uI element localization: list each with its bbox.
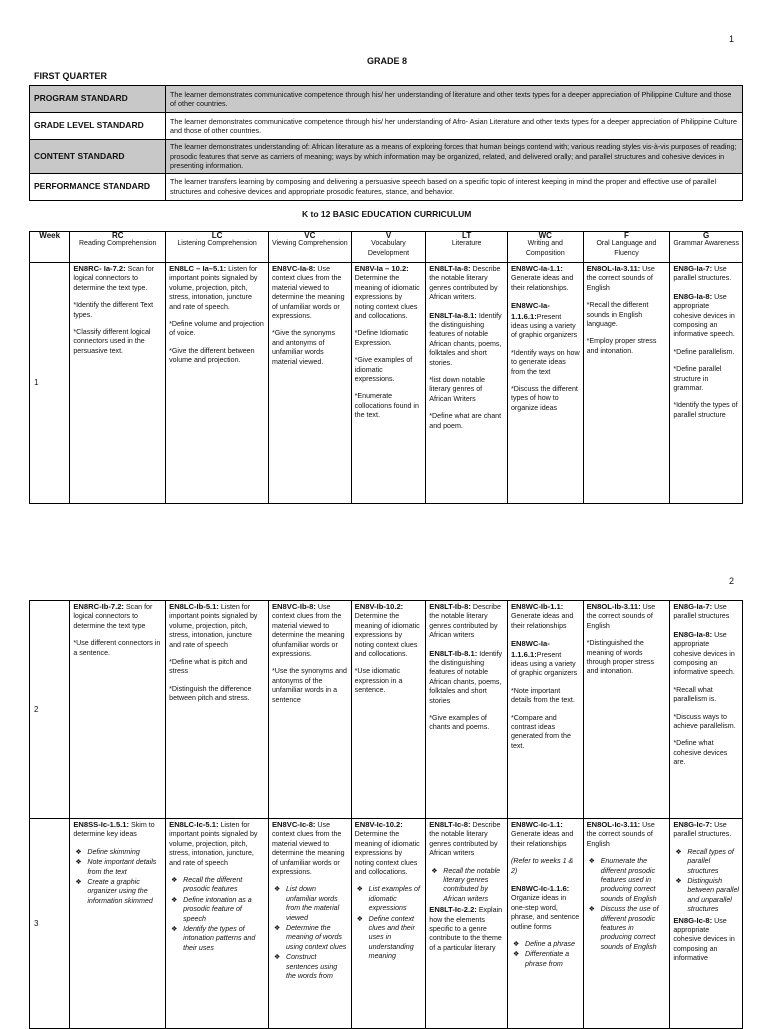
competency-entry [73,264,162,293]
lc-cell [166,263,269,504]
col-header: G Grammar Awareness [670,232,743,263]
week-row [30,263,743,504]
col-header: WC Writing and Composition [507,232,583,263]
grade-title: GRADE 8 [367,56,408,66]
competency-code: EN8G-Ia-8: [673,629,713,639]
competency-entry [587,337,667,356]
competency-code: EN8RC-Ib-7.2: [73,602,124,611]
bullet-item: ❖ Define context clues and their uses in understanding meaning [369,915,423,962]
bullet-item: ❖ Recall the notable literary genres contributed by African writers [443,867,504,905]
standard-text: The learner demonstrates communicative competence through his/ her understanding of literature and other texts types for a deeper appreciation of Philippine Culture and those of other countries. [166,86,743,113]
competency-entry [355,667,423,695]
standards-table [29,85,743,201]
standard-label: GRADE LEVEL STANDARD [30,113,166,140]
competency-code: EN8V-Ia – 10.2: [354,264,409,273]
vc-cell [268,601,351,819]
competency-text: *Distinguished the meaning of words through proper stress and intonation. [586,639,655,676]
v-cell [351,819,426,1029]
col-header: F Oral Language and Fluency [583,232,670,263]
competency-entry [511,820,580,849]
competency-code: EN8WC-Ia-1.1.6.1: [510,639,550,659]
competency-text: Listen for important points signaled by volume, projection, pitch, stress, intonation, juncture and rate of speech [169,603,258,649]
competency-text: *list down notable literary genres of African Writers [429,376,485,403]
competency-text: Skim to determine key ideas [73,821,155,839]
competency-text: Determine the meaning of idiomatic expressions by noting context clues and collocations. [354,612,420,659]
bullet-item: ❖ Recall the different prosodic features [183,876,265,895]
bullet-item: ❖ Enumerate the different prosodic features used in producing correct sounds of English [601,857,667,904]
bullet-item: ❖ Define a phrase [525,940,580,949]
competency-entry [673,630,739,678]
wc-cell [507,263,583,504]
bullet-item: ❖ Determine the meaning of words using context clues [286,924,348,952]
g-cell [670,263,743,504]
vc-cell [268,263,351,504]
competency-entry [272,264,348,321]
competency-text: Use parallel structures. [673,821,732,839]
competency-entry [169,685,265,704]
competency-code: EN8RC- Ia-7.2: [73,264,126,273]
competency-text: Determine the meaning of idiomatic expressions by noting context clues and collocations. [354,274,420,321]
competency-entry [429,820,504,859]
competency-text: Identify the distinguishing features of notable African chants, poems, folktales and short stories. [429,311,502,367]
competency-text: *Identify ways on how to generate ideas from the text [510,348,580,376]
competency-entry [429,412,504,431]
competency-text: Use the correct sounds of English [586,265,655,292]
lt-cell [426,263,508,504]
bullet-item: ❖ Identify the types of intonation patterns and their uses [183,925,265,953]
competency-text: *Identify the types of parallel structure [673,401,738,419]
bullet-item: ❖ Distinguish between parallel and unparallel structures [687,877,739,915]
competency-entry [511,264,580,293]
rc-cell [70,263,166,504]
week-number: 2 [30,601,70,819]
competency-entry [73,820,162,840]
competency-entry [673,292,739,340]
competency-text: Describe the notable literary genres contributed by African writers [429,821,501,858]
g-cell [670,819,743,1029]
bullet-item: ❖ Differentiate a phrase from [525,950,580,969]
competency-text: Present ideas using a variety of graphic organizers [510,312,578,340]
col-header: RC Reading Comprehension [70,232,166,263]
competency-entry [73,328,162,356]
competency-text: Use the correct sounds of English [586,603,656,630]
competency-code: EN8LC-Ic-5.1: [169,820,219,829]
competency-code: EN8OL-Ic-3.11: [586,820,641,829]
bullet-item: ❖ Recall types of parallel structures [687,848,739,876]
competency-code: EN8V-Ic-10.2: [354,820,403,829]
standard-row [30,113,743,140]
competency-code: EN8LT-Ic-8: [429,820,471,829]
competency-text: Determine the meaning of idiomatic expressions by noting context clues and collocations. [354,830,420,877]
standard-label: PROGRAM STANDARD [30,86,166,113]
competency-entry [169,820,265,868]
competency-entry [169,264,265,312]
competency-note: (Refer to weeks 1 & 2) [510,857,574,875]
competency-text: Listen for important points signaled by volume, projection, pitch, stress, intonation, juncture, and rate of speech [169,821,258,867]
competency-text: *Use the synonyms and antonyms of the unfamiliar words in a sentence [271,667,347,704]
competency-code: EN8OL-Ia-3.11: [586,264,641,273]
competency-entry [272,329,348,367]
standard-text: The learner demonstrates understanding of: African literature as a means of exploring forces that human beings contend with; various reading styles vis-à-vis purposes of reading; prosodic features that serve as carriers of meaning; ways by which information may be organized, related, and delivered orally; and parallel structures and cohesive devices in presenting information. [166,140,743,174]
competency-text: *Define parallelism. [673,347,735,356]
competency-text: Present ideas using a variety of graphic organizers [510,650,578,678]
competency-entry [673,602,739,622]
competency-text: Use appropriate cohesive devices in composing an informative speech. [673,292,735,339]
competency-text: *Employ proper stress and intonation. [586,337,657,355]
competency-code: EN8WC-Ic-1.1: [510,820,563,829]
competency-entry [169,320,265,339]
competency-entry [429,264,504,303]
competency-entry [429,602,504,641]
competency-code: EN8G-Ic-7: [673,820,713,829]
f-cell [583,601,670,819]
competency-text: *Define Idiomatic Expression. [354,329,409,347]
bullet-item: ❖ Define skimming [87,848,162,857]
competency-text: *Give examples of chants and poems. [429,714,490,732]
competency-entry [587,301,667,329]
competency-code: EN8SS-Ic-1.5.1: [73,820,130,829]
competency-text: *Define parallel structure in grammar. [673,365,722,393]
competency-code: EN8VC-Ia-8: [271,264,316,273]
competency-text: Organize ideas in one-step word, phrase, and sentence outline forms [510,894,580,931]
competency-code: EN8WC-Ib-1.1: [510,602,564,611]
competency-text: *Define what is pitch and stress [169,658,248,676]
competency-code: EN8VC-Ic-8: [271,820,316,829]
competency-entry [429,649,504,706]
competency-text: *Recall the different sounds in English language. [586,301,649,329]
competency-entry [673,739,739,767]
competency-entry [272,820,348,877]
bullet-list [169,876,265,953]
competency-text: Generate ideas and their relationships [510,612,574,630]
bullet-list [429,867,504,905]
competency-code: EN8WC-Ia-1.1.6.1: [510,301,550,321]
rc-cell [70,601,166,819]
bullet-list [673,848,739,915]
competency-code: EN8V-Ib-10.2: [354,602,404,611]
competency-text: *Give examples of idiomatic expressions. [354,356,413,384]
competency-entry [169,347,265,366]
v-cell [351,263,426,504]
competency-entry [587,264,667,293]
header-row [30,232,743,263]
competency-entry [272,667,348,705]
standard-row [30,86,743,113]
competency-text: *Recall what parallelism is. [673,685,717,704]
bullet-list [272,885,348,981]
standard-label: PERFORMANCE STANDARD [30,173,166,200]
bullet-item: ❖ Note important details from the text [87,858,162,877]
competency-entry [673,365,739,393]
competency-code: EN8G-Ia-7: [673,264,713,273]
competency-text: Scan for logical connectors to determine the text type [73,603,153,630]
col-header: V Vocabulary Development [351,232,426,263]
competency-text: *Use idiomatic expression in a sentence. [354,667,403,695]
competency-entry [355,820,423,877]
week-number: 1 [30,263,70,504]
week-number: 3 [30,819,70,1029]
competency-entry [73,301,162,320]
competency-code: EN8LT-Ic-2.2: [429,905,477,915]
bullet-item: ❖ Define intonation as a prosodic feature of speech [183,896,265,924]
competency-code: EN8G-Ia-8: [673,291,713,301]
competency-code: EN8LT-Ia-8.1: [429,310,477,320]
bullet-list [587,857,667,952]
competency-entry [673,686,739,705]
g-cell [670,601,743,819]
competency-entry [355,329,423,348]
bullet-item: ❖ List down unfamiliar words from the material viewed [286,885,348,923]
competency-text: Use the correct sounds of English [586,821,655,848]
competency-code: EN8WC-Ic-1.1.6: [510,884,570,894]
competency-entry [587,639,667,677]
competency-entry [511,301,580,341]
standard-row [30,173,743,200]
competency-entry [673,820,739,840]
competency-code: EN8WC-Ia-1.1: [510,264,563,273]
standard-label: CONTENT STANDARD [30,140,166,174]
v-cell [351,601,426,819]
lc-cell [166,601,269,819]
bullet-item: ❖ Discuss the use of different prosodic features in producing correct sounds of English [601,905,667,952]
competency-entry [673,348,739,357]
competency-entry [429,311,504,368]
col-header: VC Viewing Comprehension [268,232,351,263]
competency-text: Use parallel structures [673,603,730,621]
competency-code: EN8LT-Ia-8: [429,264,471,273]
competency-entry [511,602,580,631]
competency-entry [511,884,580,932]
competency-entry [673,264,739,284]
competency-text: Describe the notable literary genres contributed by African writers. [429,265,501,302]
wc-cell [507,819,583,1029]
competency-entry [511,639,580,679]
lt-cell [426,819,508,1029]
competency-entry [272,602,348,659]
competency-entry [511,687,580,706]
week-row [30,601,743,819]
competency-text: Scan for logical connectors to determine the text type. [73,265,155,292]
competency-text: *Define volume and projection of voice. [169,320,264,338]
competency-entry [355,264,423,321]
competency-code: EN8G-Ia-7: [673,602,713,611]
competency-text: *Distinguish the difference between pitch and stress. [169,684,252,703]
bullet-list [511,940,580,969]
quarter-title: FIRST QUARTER [34,71,107,81]
competency-entry [355,392,423,420]
competency-entry [673,401,739,420]
standard-row [30,140,743,174]
competency-text: *Give the different between volume and projection. [169,346,255,365]
vc-cell [268,819,351,1029]
col-header: LC Listening Comprehension [166,232,269,263]
competency-text: Use appropriate cohesive devices in composing an informative speech. [673,630,735,677]
competency-text: *Define what are chant and poem. [429,412,502,430]
competency-entry [429,376,504,404]
competency-entry [587,602,667,631]
competency-code: EN8G-Ic-8: [673,915,713,925]
col-header: Week [30,232,70,263]
f-cell [583,263,670,504]
bullet-list [355,885,423,961]
competency-text: *Discuss the different types of how to organize ideas [510,385,578,412]
rc-cell [70,819,166,1029]
f-cell [583,819,670,1029]
competency-text: *Use different connectors in a sentence. [73,639,161,657]
competency-code: EN8OL-Ib-3.11: [586,602,641,611]
week-row [30,819,743,1029]
competency-entry [73,602,162,631]
standard-text: The learner transfers learning by composing and delivering a persuasive speech based on a specific topic of interest keeping in mind the proper and effective use of parallel structures and cohesive devices and appropriate prosodic features, stance, and behavior. [166,173,743,200]
competency-text: *Compare and contrast ideas generated from the text. [510,713,571,750]
competency-entry [587,820,667,849]
competency-code: EN8LT-Ib-8.1: [429,648,478,658]
competency-entry [511,385,580,413]
competency-text: Use appropriate cohesive devices in composing an informative [673,916,735,963]
competency-code: EN8LC – Ia–5.1: [169,264,227,273]
competency-entry [673,916,739,964]
competency-entry [73,639,162,658]
curriculum-table-page2 [29,600,743,1029]
bullet-list [73,848,162,906]
competency-entry [511,714,580,752]
competency-text: Identify the distinguishing features of notable African chants, poems, folktales and short stories [429,649,503,705]
competency-entry [511,857,580,876]
bullet-item: ❖ Construct sentences using the words from [286,953,348,981]
competency-text: Explain how the elements specific to a genre contribute to the theme of a particular literary [429,906,503,952]
competency-text: Use parallel structures. [673,265,732,283]
page-number: 2 [729,576,735,586]
competency-text: *Identify the different Text types. [73,301,154,319]
wc-cell [507,601,583,819]
competency-code: EN8VC-Ib-8: [271,602,316,611]
competency-text: Use context clues from the material viewed to determine the meaning of unfamiliar words or expressions. [271,821,345,877]
col-header: LT Literature [426,232,508,263]
competency-entry [511,349,580,377]
bullet-item: ❖ List examples of idiomatic expressions [369,885,423,913]
competency-entry [169,602,265,650]
competency-text: Generate ideas and their relationships [510,830,574,848]
lt-cell [426,601,508,819]
competency-text: *Give the synonyms and antonyms of unfamiliar words material viewed. [271,329,336,366]
competency-entry [673,713,739,732]
page-number: 1 [729,34,735,44]
bullet-item: ❖ Create a graphic organizer using the information skimmed [87,878,162,906]
competency-text: Listen for important points signaled by volume, projection, pitch, stress, intonation, juncture and rate of speech. [169,265,258,311]
competency-entry [355,602,423,659]
competency-text: Use context clues from the material viewed to determine the meaning of unfamiliar words or expressions. [271,265,345,321]
competency-text: *Note important details from the text. [510,686,575,705]
curriculum-title: K to 12 BASIC EDUCATION CURRICULUM [302,209,472,219]
competency-entry [169,658,265,677]
lc-cell [166,819,269,1029]
competency-code: EN8LC-Ib-5.1: [169,602,219,611]
competency-text: Use context clues from the material viewed to determine the meaning ofunfamiliar words or expressions. [271,603,345,659]
standard-text: The learner demonstrates communicative competence through his/ her understanding of Afro- Asian Literature and other texts types for a deeper appreciation of Philippine Culture and those of other countries. [166,113,743,140]
competency-entry [429,905,504,953]
curriculum-table-page1 [29,231,743,504]
competency-text: *Define what cohesive devices are. [673,739,728,767]
competency-text: *Classify different logical connectors used in the persuasive text. [73,328,151,355]
competency-text: *Enumerate collocations found in the text. [354,392,419,420]
competency-entry [429,714,504,733]
competency-entry [355,356,423,384]
competency-text: Generate ideas and their relationships. [510,274,574,292]
competency-text: Describe the notable literary genres contributed by African writers [429,603,501,640]
competency-code: EN8LT-Ib-8: [429,602,471,611]
competency-text: *Discuss ways to achieve parallelism. [673,712,736,731]
